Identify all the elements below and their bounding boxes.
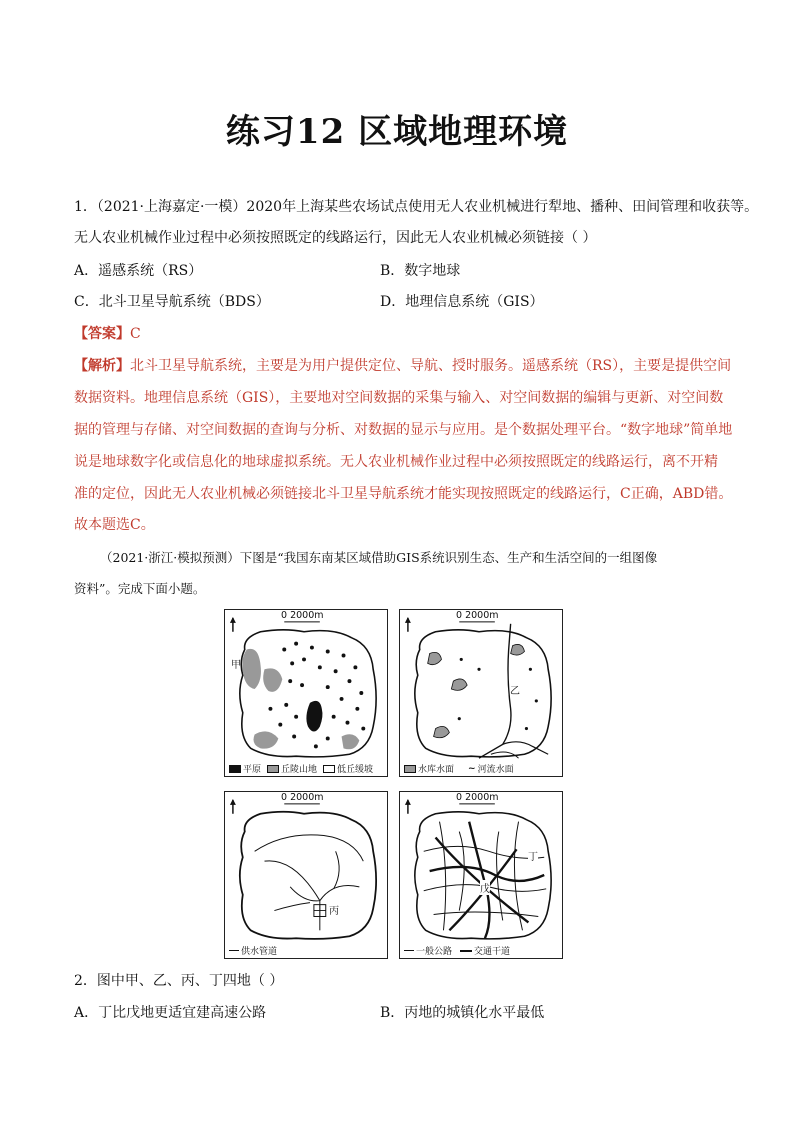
legend-highway: 交通干道 bbox=[474, 947, 511, 957]
legend-plain: 平原 bbox=[243, 765, 262, 775]
answer-value: C bbox=[130, 326, 141, 342]
place-label-ding: 丁 bbox=[528, 848, 538, 863]
q1-analysis-line4: 说是地球数字化或信息化的地球虚拟系统。无人农业机械作业过程中必须按照既定的线路运行，离不开精 bbox=[74, 454, 718, 470]
q2-stem: 2．图中甲、乙、丙、丁四地（ ） bbox=[74, 973, 284, 989]
place-label-yi: 乙 bbox=[510, 686, 520, 697]
legend-pipe: 供水管道 bbox=[241, 947, 278, 957]
q2-option-b: B．丙地的城镇化水平最低 bbox=[380, 1005, 545, 1021]
terrain-map-drawing bbox=[225, 610, 387, 776]
road-map bbox=[399, 791, 563, 959]
legend-river: 河流水面 bbox=[477, 765, 514, 775]
highway-swatch bbox=[460, 950, 472, 952]
water-map bbox=[399, 609, 563, 777]
road-swatch bbox=[404, 950, 414, 951]
gis-map-figure bbox=[224, 609, 573, 959]
scale-bar-label: 0 2000m bbox=[281, 792, 324, 803]
legend-low-hill: 低丘缓坡 bbox=[337, 765, 374, 775]
q1-analysis-line2: 数据资料。地理信息系统（GIS），主要地对空间数据的采集与输入、对空间数据的编辑与更新、对空间数 bbox=[74, 390, 724, 406]
pipe-map bbox=[224, 791, 388, 959]
water-map-drawing bbox=[400, 610, 562, 776]
q1-analysis-line5: 准的定位，因此无人农业机械必须链接北斗卫星导航系统才能实现按照既定的线路运行，C正确，ABD错。 bbox=[74, 486, 733, 502]
intro-line2: 资料”。完成下面小题。 bbox=[74, 581, 206, 596]
river-symbol-icon: ~ bbox=[468, 763, 476, 774]
q1-stem-line2: 无人农业机械作业过程中必须按照既定的线路运行，因此无人农业机械必须链接（ ） bbox=[74, 230, 597, 246]
q1-option-a: A．遥感系统（RS） bbox=[74, 263, 203, 279]
q1-analysis-line3: 据的管理与存储、对空间数据的查询与分析、对数据的显示与应用。是个数据处理平台。“数字地球”简单地 bbox=[74, 422, 733, 438]
pipe-swatch bbox=[229, 950, 239, 951]
q1-option-b: B．数字地球 bbox=[380, 263, 461, 279]
q1-stem-line1: 1．（2021·上海嘉定·一模）2020年上海某些农场试点使用无人农业机械进行犁地、播种、田间管理和收获等。 bbox=[74, 199, 759, 215]
legend-road: 一般公路 bbox=[416, 947, 453, 957]
q2-option-a: A．丁比戊地更适宜建高速公路 bbox=[74, 1005, 267, 1021]
low-hill-swatch bbox=[323, 765, 335, 773]
scale-bar-label: 0 2000m bbox=[456, 610, 499, 621]
page-title: 练习12 区域地理环境 bbox=[225, 112, 569, 152]
road-legend bbox=[404, 944, 510, 957]
q1-option-c: C．北斗卫星导航系统（BDS） bbox=[74, 294, 270, 310]
scale-bar-label: 0 2000m bbox=[281, 610, 324, 621]
terrain-legend bbox=[229, 762, 373, 775]
place-label-wu: 戊 bbox=[480, 880, 490, 895]
hill-swatch bbox=[267, 765, 279, 773]
terrain-map bbox=[224, 609, 388, 777]
q1-option-d: D．地理信息系统（GIS） bbox=[380, 294, 544, 310]
legend-reservoir: 水库水面 bbox=[418, 765, 455, 775]
answer-tag: 【答案】 bbox=[74, 326, 130, 342]
analysis-tag: 【解析】 bbox=[74, 358, 130, 374]
water-legend bbox=[404, 762, 514, 775]
plain-swatch bbox=[229, 765, 241, 773]
q1-analysis-line6: 故本题选C。 bbox=[74, 517, 155, 533]
q1-answer bbox=[74, 325, 141, 343]
scale-bar-label: 0 2000m bbox=[456, 792, 499, 803]
pipe-map-drawing bbox=[225, 792, 387, 958]
intro-line1: （2021·浙江·模拟预测）下图是“我国东南某区域借助GIS系统识别生态、生产和生活空间的一组图像 bbox=[100, 550, 658, 565]
analysis-text: 北斗卫星导航系统，主要是为用户提供定位、导航、授时服务。遥感系统（RS），主要是提供空间 bbox=[130, 358, 732, 374]
legend-hill: 丘陵山地 bbox=[281, 765, 318, 775]
place-label-bing: 丙 bbox=[329, 906, 339, 917]
q1-analysis-line1 bbox=[74, 357, 731, 375]
place-label-jia: 甲 bbox=[231, 660, 241, 671]
pipe-legend bbox=[229, 944, 277, 957]
reservoir-swatch bbox=[404, 765, 416, 773]
road-map-drawing bbox=[400, 792, 562, 958]
